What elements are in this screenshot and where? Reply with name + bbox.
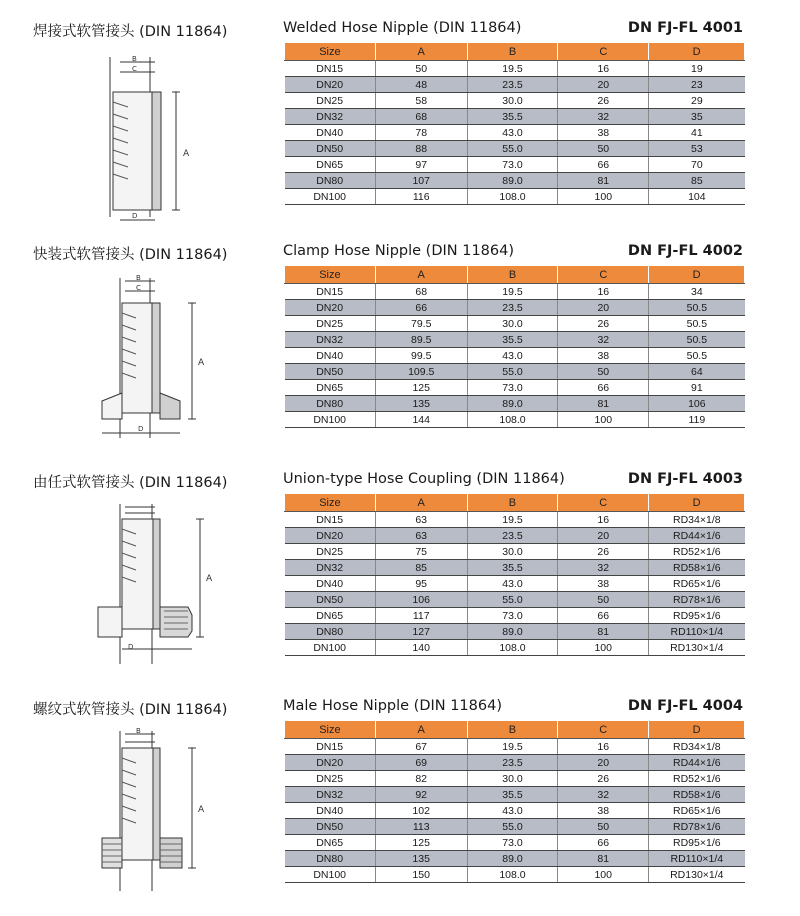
table-cell: DN15 xyxy=(285,61,376,77)
table-cell: 104 xyxy=(649,189,745,205)
table-row xyxy=(285,560,745,576)
table-row xyxy=(285,867,745,883)
table-row xyxy=(285,173,745,189)
table-cell: DN80 xyxy=(285,851,376,867)
dim-d-label: D xyxy=(128,643,134,651)
table-row xyxy=(285,803,745,819)
table-cell: RD95×1/6 xyxy=(649,608,745,624)
table-row xyxy=(285,576,745,592)
table-cell: DN40 xyxy=(285,576,376,592)
header-a: A xyxy=(375,721,467,739)
table-row xyxy=(285,819,745,835)
table-cell: 63 xyxy=(375,528,467,544)
table-cell: 35.5 xyxy=(467,787,558,803)
table-cell: 23.5 xyxy=(467,755,558,771)
table-cell: RD110×1/4 xyxy=(649,624,745,640)
table-cell: 91 xyxy=(649,380,745,396)
table-cell: 23.5 xyxy=(467,528,558,544)
dim-a-label: A xyxy=(206,574,213,584)
table-cell: 81 xyxy=(558,396,649,412)
table-cell: 43.0 xyxy=(467,803,558,819)
table-cell: 79.5 xyxy=(375,316,467,332)
table-cell: RD130×1/4 xyxy=(649,867,745,883)
table-cell: 66 xyxy=(558,835,649,851)
table-cell: DN50 xyxy=(285,141,376,157)
table-row xyxy=(285,412,745,428)
table-row xyxy=(285,835,745,851)
table-cell: RD58×1/6 xyxy=(649,560,745,576)
table-cell: RD65×1/6 xyxy=(649,803,745,819)
table-cell: 55.0 xyxy=(467,592,558,608)
table-cell: 50.5 xyxy=(649,300,745,316)
table-cell: 30.0 xyxy=(467,544,558,560)
header-d: D xyxy=(649,43,745,61)
table-cell: DN40 xyxy=(285,803,376,819)
table-cell: 81 xyxy=(558,624,649,640)
dim-c-label: C xyxy=(136,284,141,292)
section-cn-title: 由任式软管接头 (DIN 11864) xyxy=(33,475,228,491)
table-cell: 23.5 xyxy=(467,77,558,93)
table-cell: RD95×1/6 xyxy=(649,835,745,851)
table-cell: 32 xyxy=(558,332,649,348)
section-code: DN FJ-FL 4003 xyxy=(627,471,743,487)
table-cell: 92 xyxy=(375,787,467,803)
table-cell: DN25 xyxy=(285,316,376,332)
table-cell: 48 xyxy=(375,77,467,93)
header-size: Size xyxy=(285,266,376,284)
table-cell: 82 xyxy=(375,771,467,787)
table-cell: 81 xyxy=(558,173,649,189)
table-cell: 30.0 xyxy=(467,771,558,787)
table-cell: DN50 xyxy=(285,819,376,835)
table-cell: 16 xyxy=(558,512,649,528)
table-row xyxy=(285,300,745,316)
table-cell: 19.5 xyxy=(467,61,558,77)
table-cell: 32 xyxy=(558,560,649,576)
table-cell: DN32 xyxy=(285,109,376,125)
table-cell: DN100 xyxy=(285,640,376,656)
spec-table xyxy=(284,720,745,883)
header-a: A xyxy=(375,494,467,512)
table-cell: DN32 xyxy=(285,560,376,576)
table-cell: 26 xyxy=(558,93,649,109)
table-cell: 43.0 xyxy=(467,125,558,141)
table-row xyxy=(285,157,745,173)
table-row xyxy=(285,141,745,157)
table-row xyxy=(285,755,745,771)
table-cell: DN65 xyxy=(285,380,376,396)
table-cell: DN100 xyxy=(285,189,376,205)
table-cell: 32 xyxy=(558,109,649,125)
table-cell: 50.5 xyxy=(649,316,745,332)
table-row xyxy=(285,348,745,364)
male-nipple-drawing xyxy=(80,726,230,896)
table-cell: 66 xyxy=(375,300,467,316)
dim-a-label: A xyxy=(183,149,190,159)
table-cell: 102 xyxy=(375,803,467,819)
table-cell: 107 xyxy=(375,173,467,189)
dim-b-label: B xyxy=(136,727,141,735)
table-cell: 119 xyxy=(649,412,745,428)
table-row xyxy=(285,640,745,656)
table-cell: 140 xyxy=(375,640,467,656)
table-cell: RD130×1/4 xyxy=(649,640,745,656)
table-cell: 125 xyxy=(375,380,467,396)
table-cell: DN25 xyxy=(285,93,376,109)
table-cell: 100 xyxy=(558,640,649,656)
header-c: C xyxy=(558,721,649,739)
table-cell: 88 xyxy=(375,141,467,157)
table-row xyxy=(285,109,745,125)
table-cell: 100 xyxy=(558,867,649,883)
table-cell: 125 xyxy=(375,835,467,851)
table-cell: RD44×1/6 xyxy=(649,755,745,771)
table-cell: 20 xyxy=(558,77,649,93)
table-cell: RD44×1/6 xyxy=(649,528,745,544)
table-cell: 43.0 xyxy=(467,576,558,592)
table-cell: 20 xyxy=(558,755,649,771)
table-cell: 89.0 xyxy=(467,396,558,412)
section-code: DN FJ-FL 4004 xyxy=(627,698,743,714)
table-cell: 23.5 xyxy=(467,300,558,316)
table-cell: 108.0 xyxy=(467,867,558,883)
section-en-title: Welded Hose Nipple (DIN 11864) xyxy=(283,20,522,36)
header-c: C xyxy=(558,43,649,61)
header-b: B xyxy=(467,266,558,284)
header-c: C xyxy=(558,266,649,284)
table-cell: 55.0 xyxy=(467,364,558,380)
table-cell: RD78×1/6 xyxy=(649,819,745,835)
header-d: D xyxy=(649,721,745,739)
table-cell: 19.5 xyxy=(467,284,558,300)
table-cell: 66 xyxy=(558,157,649,173)
table-row xyxy=(285,544,745,560)
table-cell: 50 xyxy=(558,592,649,608)
section-cn-title: 螺纹式软管接头 (DIN 11864) xyxy=(33,702,228,718)
union-coupling-drawing xyxy=(80,499,230,669)
table-row xyxy=(285,592,745,608)
header-d: D xyxy=(649,494,745,512)
table-cell: 55.0 xyxy=(467,819,558,835)
table-row xyxy=(285,189,745,205)
header-b: B xyxy=(467,721,558,739)
table-cell: 78 xyxy=(375,125,467,141)
section-cn-title: 快装式软管接头 (DIN 11864) xyxy=(33,247,228,263)
dim-d-label: D xyxy=(138,425,144,433)
table-cell: 19 xyxy=(649,61,745,77)
table-row xyxy=(285,332,745,348)
table-cell: 106 xyxy=(649,396,745,412)
table-row xyxy=(285,77,745,93)
table-cell: 50 xyxy=(558,364,649,380)
table-row xyxy=(285,624,745,640)
table-cell: 85 xyxy=(649,173,745,189)
table-row xyxy=(285,771,745,787)
table-cell: 50 xyxy=(375,61,467,77)
table-cell: 108.0 xyxy=(467,189,558,205)
table-cell: DN50 xyxy=(285,592,376,608)
table-cell: 19.5 xyxy=(467,739,558,755)
table-row xyxy=(285,364,745,380)
table-row xyxy=(285,61,745,77)
table-cell: 26 xyxy=(558,316,649,332)
table-cell: 117 xyxy=(375,608,467,624)
table-cell: 100 xyxy=(558,189,649,205)
header-size: Size xyxy=(285,43,376,61)
table-cell: DN25 xyxy=(285,544,376,560)
table-row xyxy=(285,380,745,396)
table-cell: 53 xyxy=(649,141,745,157)
welded-nipple-drawing xyxy=(80,52,230,222)
table-cell: DN80 xyxy=(285,173,376,189)
table-cell: 106 xyxy=(375,592,467,608)
table-cell: DN80 xyxy=(285,624,376,640)
table-cell: 99.5 xyxy=(375,348,467,364)
table-cell: 89.5 xyxy=(375,332,467,348)
table-cell: 85 xyxy=(375,560,467,576)
table-cell: DN100 xyxy=(285,412,376,428)
table-cell: 43.0 xyxy=(467,348,558,364)
table-cell: 108.0 xyxy=(467,640,558,656)
table-cell: 150 xyxy=(375,867,467,883)
table-cell: 26 xyxy=(558,544,649,560)
table-cell: 67 xyxy=(375,739,467,755)
table-row xyxy=(285,512,745,528)
table-cell: 35.5 xyxy=(467,109,558,125)
table-cell: 73.0 xyxy=(467,380,558,396)
table-cell: 19.5 xyxy=(467,512,558,528)
table-cell: 135 xyxy=(375,851,467,867)
table-row xyxy=(285,739,745,755)
header-size: Size xyxy=(285,721,376,739)
table-cell: DN50 xyxy=(285,364,376,380)
table-cell: 89.0 xyxy=(467,624,558,640)
table-cell: 16 xyxy=(558,61,649,77)
table-cell: DN20 xyxy=(285,77,376,93)
table-cell: 73.0 xyxy=(467,608,558,624)
table-cell: DN20 xyxy=(285,528,376,544)
table-cell: RD52×1/6 xyxy=(649,771,745,787)
table-cell: RD110×1/4 xyxy=(649,851,745,867)
table-cell: 66 xyxy=(558,608,649,624)
table-cell: 41 xyxy=(649,125,745,141)
header-c: C xyxy=(558,494,649,512)
table-cell: RD78×1/6 xyxy=(649,592,745,608)
table-cell: DN100 xyxy=(285,867,376,883)
table-cell: 50 xyxy=(558,819,649,835)
table-cell: 58 xyxy=(375,93,467,109)
table-cell: DN65 xyxy=(285,608,376,624)
table-cell: 69 xyxy=(375,755,467,771)
table-cell: 35 xyxy=(649,109,745,125)
table-cell: 73.0 xyxy=(467,835,558,851)
table-row xyxy=(285,528,745,544)
table-row xyxy=(285,316,745,332)
table-row xyxy=(285,608,745,624)
table-cell: 64 xyxy=(649,364,745,380)
section-en-title: Clamp Hose Nipple (DIN 11864) xyxy=(283,243,515,259)
dim-a-label: A xyxy=(198,358,205,368)
table-cell: DN15 xyxy=(285,512,376,528)
table-cell: DN65 xyxy=(285,157,376,173)
table-cell: 63 xyxy=(375,512,467,528)
table-cell: 32 xyxy=(558,787,649,803)
dim-a-label: A xyxy=(198,805,205,815)
table-cell: RD34×1/8 xyxy=(649,512,745,528)
section-en-title: Male Hose Nipple (DIN 11864) xyxy=(283,698,502,714)
header-a: A xyxy=(375,43,467,61)
table-row xyxy=(285,125,745,141)
table-cell: 97 xyxy=(375,157,467,173)
table-cell: 20 xyxy=(558,300,649,316)
table-cell: 16 xyxy=(558,284,649,300)
table-cell: 16 xyxy=(558,739,649,755)
table-cell: 100 xyxy=(558,412,649,428)
table-row xyxy=(285,93,745,109)
table-cell: DN32 xyxy=(285,332,376,348)
table-cell: DN25 xyxy=(285,771,376,787)
table-cell: 73.0 xyxy=(467,157,558,173)
table-cell: 30.0 xyxy=(467,316,558,332)
dim-b-label: B xyxy=(136,274,141,282)
table-cell: 66 xyxy=(558,380,649,396)
table-cell: RD52×1/6 xyxy=(649,544,745,560)
table-row xyxy=(285,396,745,412)
table-cell: DN32 xyxy=(285,787,376,803)
table-row xyxy=(285,284,745,300)
dim-d-label: D xyxy=(132,212,138,220)
table-cell: 68 xyxy=(375,284,467,300)
table-cell: 144 xyxy=(375,412,467,428)
table-cell: 50.5 xyxy=(649,332,745,348)
table-cell: 116 xyxy=(375,189,467,205)
table-cell: 81 xyxy=(558,851,649,867)
table-cell: DN15 xyxy=(285,284,376,300)
table-cell: 38 xyxy=(558,348,649,364)
table-row xyxy=(285,851,745,867)
table-cell: 38 xyxy=(558,803,649,819)
dim-c-label: C xyxy=(132,65,137,73)
section-cn-title: 焊接式软管接头 (DIN 11864) xyxy=(33,24,228,40)
table-cell: DN40 xyxy=(285,348,376,364)
table-cell: DN40 xyxy=(285,125,376,141)
header-a: A xyxy=(375,266,467,284)
table-cell: RD65×1/6 xyxy=(649,576,745,592)
table-cell: 20 xyxy=(558,528,649,544)
table-cell: 38 xyxy=(558,576,649,592)
section-en-title: Union-type Hose Coupling (DIN 11864) xyxy=(283,471,565,487)
table-cell: DN20 xyxy=(285,755,376,771)
table-cell: 127 xyxy=(375,624,467,640)
table-cell: 108.0 xyxy=(467,412,558,428)
table-cell: 26 xyxy=(558,771,649,787)
table-cell: DN20 xyxy=(285,300,376,316)
dim-b-label: B xyxy=(132,55,137,63)
table-cell: 29 xyxy=(649,93,745,109)
spec-table xyxy=(284,265,745,428)
header-b: B xyxy=(467,43,558,61)
header-size: Size xyxy=(285,494,376,512)
section-code: DN FJ-FL 4001 xyxy=(627,20,743,36)
table-cell: 113 xyxy=(375,819,467,835)
table-cell: 55.0 xyxy=(467,141,558,157)
header-b: B xyxy=(467,494,558,512)
table-cell: 34 xyxy=(649,284,745,300)
table-cell: 68 xyxy=(375,109,467,125)
table-cell: 135 xyxy=(375,396,467,412)
table-cell: DN15 xyxy=(285,739,376,755)
clamp-nipple-drawing xyxy=(80,273,230,443)
table-cell: 50 xyxy=(558,141,649,157)
section-code: DN FJ-FL 4002 xyxy=(627,243,743,259)
table-cell: 89.0 xyxy=(467,173,558,189)
table-cell: 109.5 xyxy=(375,364,467,380)
table-cell: 95 xyxy=(375,576,467,592)
table-cell: 35.5 xyxy=(467,332,558,348)
table-row xyxy=(285,787,745,803)
table-cell: RD58×1/6 xyxy=(649,787,745,803)
table-cell: DN80 xyxy=(285,396,376,412)
header-d: D xyxy=(649,266,745,284)
spec-table xyxy=(284,493,745,656)
table-cell: 38 xyxy=(558,125,649,141)
spec-table xyxy=(284,42,745,205)
table-cell: RD34×1/8 xyxy=(649,739,745,755)
table-cell: 75 xyxy=(375,544,467,560)
table-cell: 89.0 xyxy=(467,851,558,867)
table-cell: 23 xyxy=(649,77,745,93)
table-cell: 50.5 xyxy=(649,348,745,364)
table-cell: DN65 xyxy=(285,835,376,851)
table-cell: 70 xyxy=(649,157,745,173)
table-cell: 30.0 xyxy=(467,93,558,109)
table-cell: 35.5 xyxy=(467,560,558,576)
